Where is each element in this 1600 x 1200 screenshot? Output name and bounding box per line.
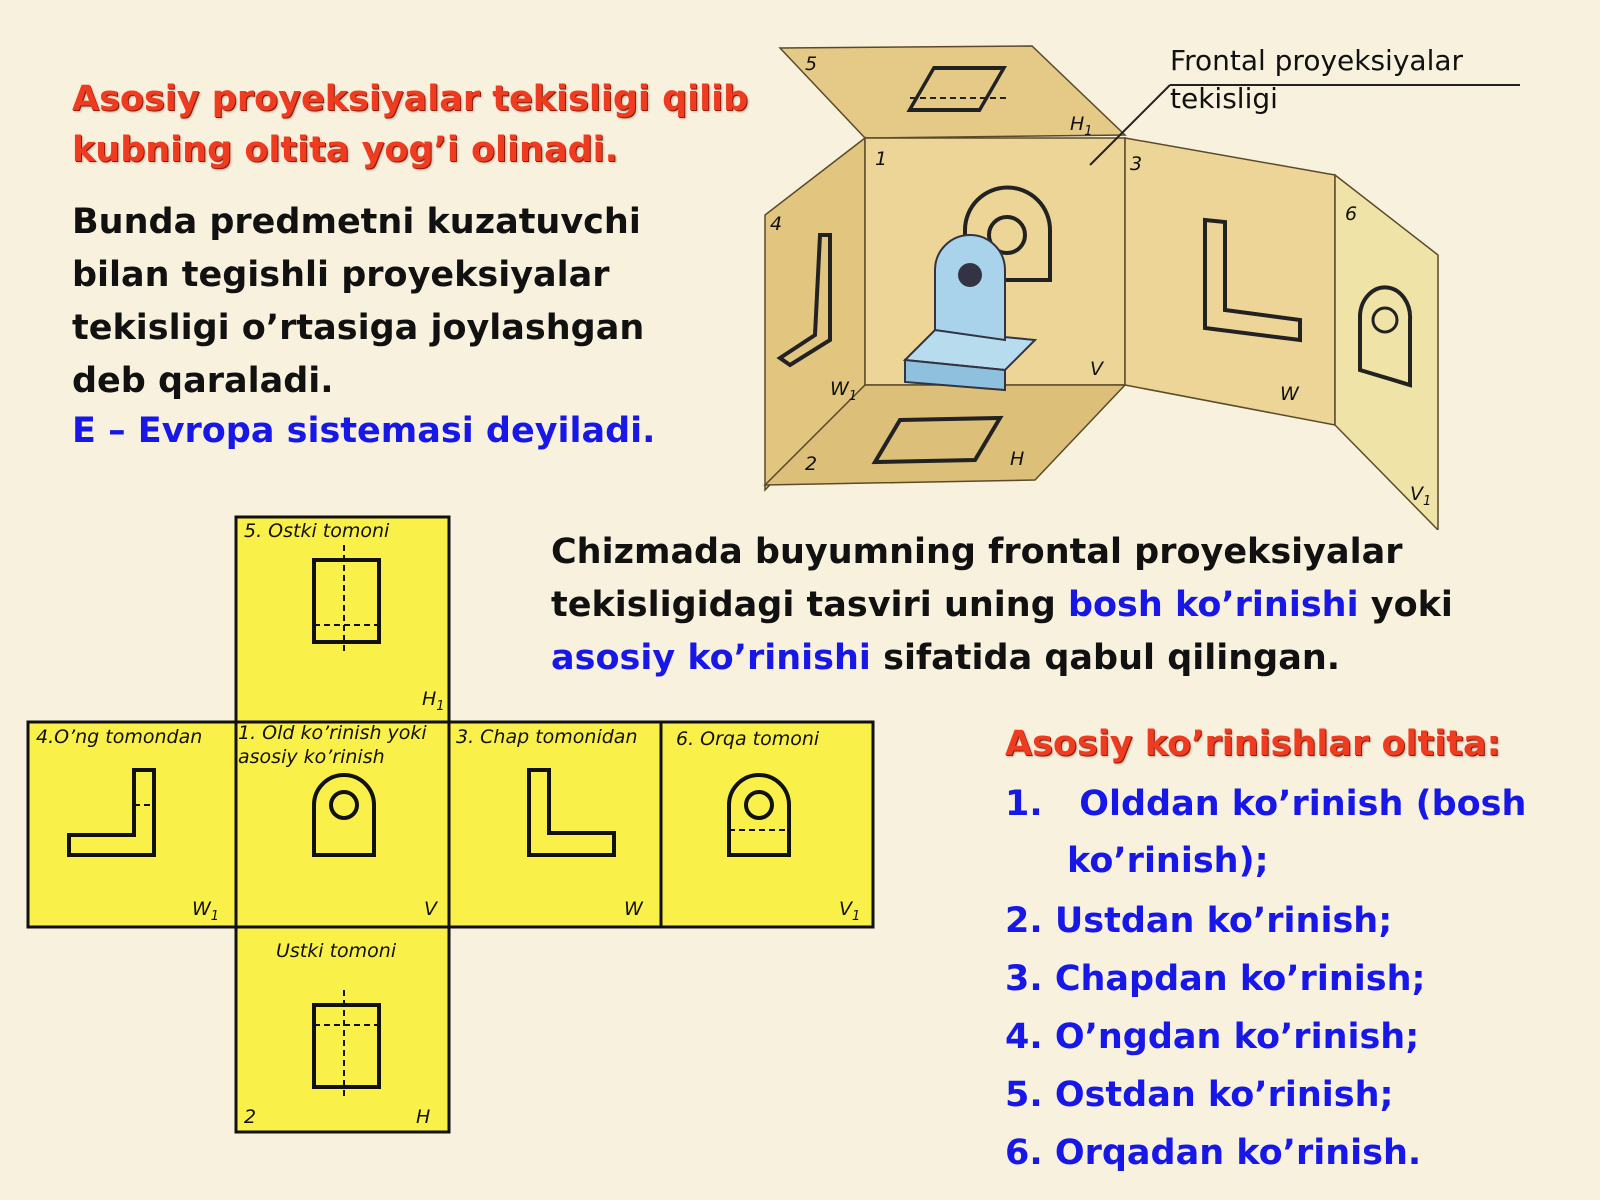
slide-title bbox=[72, 74, 748, 176]
net-corner-w: W bbox=[624, 898, 643, 920]
intro-line: deb qaraladi. bbox=[72, 361, 334, 401]
views-heading: Asosiy ko’rinishlar oltita: bbox=[1005, 724, 1501, 764]
unfolded-projection-net bbox=[24, 515, 894, 1145]
face-number-2: 2 bbox=[805, 453, 818, 475]
list-item: 3. Chapdan ko’rinish; bbox=[1005, 959, 1426, 999]
net-corner-v1: $V_1$ bbox=[839, 898, 861, 924]
cube-caption-line-2: tekisligi bbox=[1170, 82, 1278, 115]
list-item: 1. Olddan ko’rinish (bosh ko’rinish); bbox=[1005, 784, 1527, 881]
title-line-2: kubning oltita yog’i olinadi. bbox=[72, 130, 618, 170]
cube-right-face bbox=[1125, 138, 1335, 425]
net-number-2: 2 bbox=[244, 1106, 257, 1128]
net-caption-front-1: 1. Old ko’rinish yoki bbox=[238, 722, 427, 744]
drawing-line-1: Chizmada buyumning frontal proyeksiyalar bbox=[551, 532, 1403, 572]
cube-far-right-flap bbox=[1335, 175, 1438, 530]
net-panel-left-view bbox=[449, 722, 661, 927]
net-corner-h: H bbox=[416, 1106, 431, 1128]
highlight-basic-view: asosiy ko’rinishi bbox=[551, 638, 871, 678]
plane-label-h1: $H_1$ bbox=[1070, 113, 1093, 139]
europe-system-note: E – Evropa sistemasi deyiladi. bbox=[72, 411, 656, 451]
intro-line: tekisligi o’rtasiga joylashgan bbox=[72, 308, 645, 348]
net-corner-w1: $W_1$ bbox=[192, 898, 220, 924]
net-caption-left: 3. Chap tomonidan bbox=[456, 726, 638, 748]
intro-line: bilan tegishli proyeksiyalar bbox=[72, 255, 610, 295]
cube-caption-line-1: Frontal proyeksiyalar bbox=[1170, 44, 1464, 77]
intro-line: Bunda predmetni kuzatuvchi bbox=[72, 202, 641, 242]
plane-label-v: V bbox=[1090, 358, 1103, 380]
plane-label-w1: $W_1$ bbox=[830, 378, 858, 404]
net-caption-right: 4.O’ng tomondan bbox=[36, 726, 203, 748]
plane-label-w: W bbox=[1280, 383, 1299, 405]
net-panel-rear-view bbox=[661, 722, 873, 927]
net-caption-rear: 6. Orqa tomoni bbox=[676, 728, 820, 750]
list-item: 5. Ostdan ko’rinish; bbox=[1005, 1075, 1394, 1115]
views-list bbox=[1005, 776, 1526, 1182]
projection-cube-figure bbox=[760, 40, 1560, 530]
plane-label-h: H bbox=[1010, 448, 1025, 470]
face-number-3: 3 bbox=[1130, 153, 1143, 175]
face-number-4: 4 bbox=[770, 213, 783, 235]
net-caption-front-2: asosiy ko’rinish bbox=[238, 746, 385, 768]
net-caption-top: Ustki tomoni bbox=[276, 940, 397, 962]
face-number-1: 1 bbox=[875, 148, 888, 170]
title-line-1: Asosiy proyeksiyalar tekisligi qilib bbox=[72, 79, 749, 119]
highlight-main-view: bosh ko’rinishi bbox=[1067, 585, 1359, 625]
drawing-line-3: asosiy ko’rinishi sifatida qabul qilingan. bbox=[551, 638, 1341, 678]
net-panel-bottom-view bbox=[236, 517, 449, 722]
net-corner-h1: $H_1$ bbox=[422, 688, 445, 714]
list-item: 2. Ustdan ko’rinish; bbox=[1005, 901, 1393, 941]
list-item: 6. Orqadan ko’rinish. bbox=[1005, 1133, 1422, 1173]
net-caption-bottom: 5. Ostki tomoni bbox=[244, 520, 390, 542]
intro-paragraph bbox=[72, 196, 692, 408]
face-number-6: 6 bbox=[1345, 203, 1358, 225]
plane-label-v1: $V_1$ bbox=[1410, 483, 1432, 509]
face-number-5: 5 bbox=[805, 53, 818, 75]
list-item: 4. O’ngdan ko’rinish; bbox=[1005, 1017, 1420, 1057]
net-corner-v: V bbox=[424, 898, 437, 920]
drawing-line-2: tekisligidagi tasviri uning bosh ko’rinishi yoki bbox=[551, 585, 1453, 625]
